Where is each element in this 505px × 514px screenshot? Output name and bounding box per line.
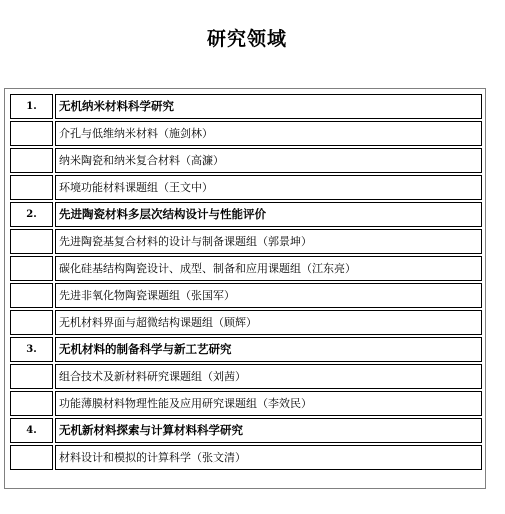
research-group-row	[10, 229, 482, 254]
section-number: 3.	[10, 337, 53, 362]
research-areas-table	[8, 92, 484, 472]
research-group-row	[10, 391, 482, 416]
research-group-row	[10, 364, 482, 389]
empty-cell	[10, 310, 53, 335]
section-number: 4.	[10, 418, 53, 443]
section-row	[10, 337, 482, 362]
research-group: 环境功能材料课题组（王文中）	[55, 175, 482, 200]
empty-cell	[10, 283, 53, 308]
research-group: 纳米陶瓷和纳米复合材料（高濂）	[55, 148, 482, 173]
research-group: 无机材料界面与超微结构课题组（顾辉）	[55, 310, 482, 335]
empty-cell	[10, 229, 53, 254]
section-heading: 先进陶瓷材料多层次结构设计与性能评价	[55, 202, 482, 227]
research-group-row	[10, 148, 482, 173]
research-group-row	[10, 445, 482, 470]
section-row	[10, 202, 482, 227]
research-group: 材料设计和模拟的计算科学（张文清）	[55, 445, 482, 470]
empty-cell	[10, 121, 53, 146]
empty-cell	[10, 148, 53, 173]
empty-cell	[10, 364, 53, 389]
empty-cell	[10, 256, 53, 281]
section-row	[10, 418, 482, 443]
section-number: 2.	[10, 202, 53, 227]
empty-cell	[10, 391, 53, 416]
section-heading: 无机纳米材料科学研究	[55, 94, 482, 119]
section-heading: 无机新材料探索与计算材料科学研究	[55, 418, 482, 443]
section-number: 1.	[10, 94, 53, 119]
research-group: 功能薄膜材料物理性能及应用研究课题组（李效民）	[55, 391, 482, 416]
section-row	[10, 94, 482, 119]
research-group: 先进陶瓷基复合材料的设计与制备课题组（郭景坤）	[55, 229, 482, 254]
research-areas-frame	[4, 88, 486, 489]
empty-cell	[10, 445, 53, 470]
page-title: 研究领域	[206, 28, 287, 50]
empty-cell	[10, 175, 53, 200]
research-group-row	[10, 121, 482, 146]
research-group-row	[10, 175, 482, 200]
research-group-row	[10, 310, 482, 335]
research-group-row	[10, 256, 482, 281]
research-group: 组合技术及新材料研究课题组（刘茜）	[55, 364, 482, 389]
research-group: 先进非氧化物陶瓷课题组（张国军）	[55, 283, 482, 308]
research-group: 介孔与低维纳米材料（施剑林）	[55, 121, 482, 146]
research-group-row	[10, 283, 482, 308]
research-group: 碳化硅基结构陶瓷设计、成型、制备和应用课题组（江东亮）	[55, 256, 482, 281]
section-heading: 无机材料的制备科学与新工艺研究	[55, 337, 482, 362]
